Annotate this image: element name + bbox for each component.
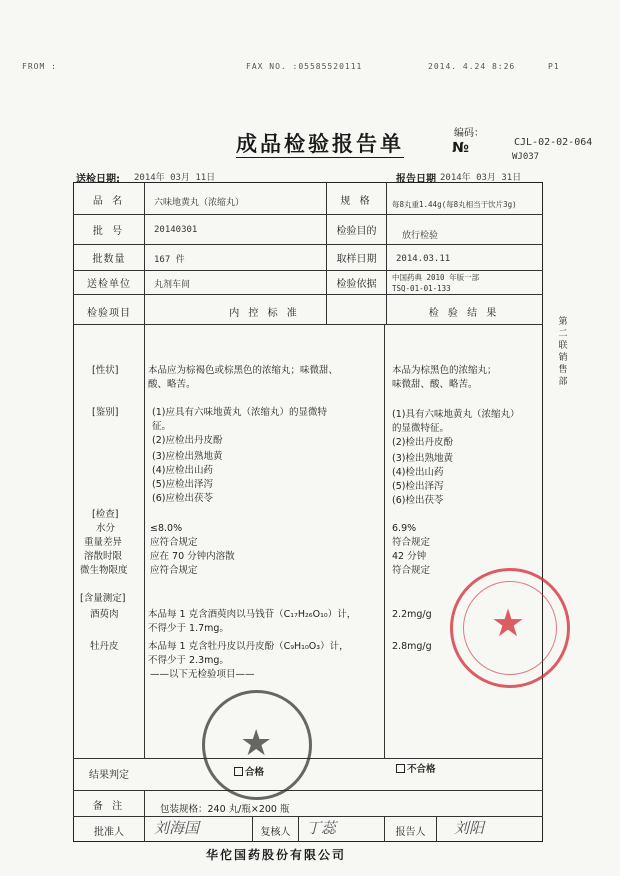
fax-datetime: 2014. 4.24 8:26 [428, 62, 516, 71]
identification-standard-6: (5)应检出泽泻 [152, 479, 213, 490]
check-label: [检查] [92, 509, 119, 520]
check-result-microbial: 符合规定 [392, 565, 431, 576]
col-divider [386, 182, 387, 324]
col-divider [298, 816, 299, 842]
red-seal-stamp [450, 568, 570, 688]
conclusion-fail: 不合格 [396, 763, 436, 777]
remarks-value: 包装规格：240 丸/瓶×200 瓶 [160, 804, 290, 815]
spec-value: 每8丸重1.44g(每8丸相当于饮片3g) [392, 200, 517, 209]
identification-label: [鉴别] [92, 407, 119, 418]
inspect-date-label: 送检日期: [76, 174, 120, 185]
assay-item-2: 牡丹皮 [90, 641, 119, 652]
basis-value-2: TSQ-01-01-133 [392, 284, 451, 293]
basis-value-1: 中国药典 2010 年版一部 [392, 273, 480, 282]
fax-page: P1 [548, 62, 560, 71]
fail-checkbox[interactable] [396, 764, 405, 773]
identification-standard-7: (6)应检出茯苓 [152, 493, 213, 504]
copy-note: 第二联 销售部 [558, 317, 568, 387]
identification-result-3: (2)检出丹皮酚 [392, 437, 453, 448]
reviewer-signature: 丁蕊 [306, 819, 337, 837]
col-divider [144, 790, 145, 842]
check-result-disintegration: 42 分钟 [392, 551, 427, 562]
batch-value: 20140301 [154, 225, 198, 235]
assay-result-1: 2.2mg/g [392, 609, 432, 620]
star-icon: ★ [491, 601, 526, 645]
conclusion-pass: 合格 [234, 766, 264, 780]
spec-label: 规 格 [340, 196, 373, 207]
check-item-water: 水分 [96, 523, 116, 534]
report-date-value: 2014年 03月 31日 [440, 173, 522, 183]
check-item-disintegration: 溶散时限 [84, 551, 123, 562]
inspect-date-value: 2014年 03月 11日 [134, 173, 216, 183]
fax-number: FAX NO. :05585520111 [246, 62, 363, 71]
number-mark: № [452, 140, 469, 156]
sample-date-value: 2014.03.11 [396, 254, 451, 264]
product-label: 品 名 [92, 196, 126, 207]
star-icon: ★ [240, 723, 273, 764]
character-standard-1: 本品应为棕褐色或棕黑色的浓缩丸；味微甜、 [148, 365, 339, 376]
column-result: 检 验 结 果 [428, 308, 500, 319]
remarks-label: 备 注 [92, 801, 126, 812]
quantity-value: 167 件 [154, 255, 185, 265]
number-label: 编码： [454, 128, 484, 139]
identification-standard-5: (4)应检出山药 [152, 465, 213, 476]
report-number: CJL-02-02-064 [514, 137, 593, 148]
column-standard: 内 控 标 准 [229, 308, 300, 319]
assay-standard-2b: 不得少于 2.3mg。 [148, 655, 229, 666]
assay-standard-2a: 本品每 1 克含牡丹皮以丹皮酚（C₉H₁₀O₃）计， [148, 641, 349, 652]
character-label: [性状] [92, 365, 119, 376]
sample-date-label: 取样日期 [336, 254, 377, 265]
check-item-weight: 重量差异 [84, 537, 123, 548]
conclusion-label: 结果判定 [89, 770, 129, 781]
product-value: 六味地黄丸（浓缩丸） [154, 198, 245, 208]
identification-standard-2: 征。 [152, 421, 172, 432]
identification-standard-1: (1)应具有六味地黄丸（浓缩丸）的显微特 [152, 407, 327, 418]
column-item: 检验项目 [87, 308, 131, 319]
fax-from: FROM : [22, 62, 57, 71]
reporter-label: 报告人 [395, 827, 426, 838]
report-sub-number: WJ037 [512, 152, 540, 162]
company-name: 华佗国药股份有限公司 [206, 848, 347, 862]
report-date-label: 报告日期 [396, 174, 436, 185]
col-divider [144, 182, 145, 758]
basis-label: 检验依据 [336, 279, 377, 290]
check-standard-weight: 应符合规定 [150, 537, 198, 548]
assay-label: [含量测定] [80, 593, 126, 604]
check-standard-water: ≤8.0% [150, 523, 183, 534]
check-result-water: 6.9% [392, 523, 417, 534]
identification-result-1: (1)具有六味地黄丸（浓缩丸） [392, 409, 520, 420]
col-divider [384, 324, 385, 758]
assay-item-1: 酒萸肉 [90, 609, 119, 620]
identification-result-5: (4)检出山药 [392, 467, 444, 478]
check-item-microbial: 微生物限度 [80, 565, 128, 576]
check-standard-disintegration: 应在 70 分钟内溶散 [150, 551, 235, 562]
assay-standard-1a: 本品每 1 克含酒萸肉以马钱苷（C₁₇H₂₆O₁₀）计， [148, 609, 357, 620]
identification-result-4: (3)检出熟地黄 [392, 453, 453, 464]
assay-result-2: 2.8mg/g [392, 641, 432, 652]
identification-result-6: (5)检出泽泻 [392, 481, 444, 492]
identification-standard-4: (3)应检出熟地黄 [152, 451, 223, 462]
check-result-weight: 符合规定 [392, 537, 431, 548]
assay-standard-1b: 不得少于 1.7mg。 [148, 623, 229, 634]
approver-signature: 刘海国 [154, 819, 200, 837]
identification-standard-3: (2)应检出丹皮酚 [152, 435, 223, 446]
character-standard-2: 酸、略苦。 [148, 379, 196, 390]
batch-label: 批 号 [92, 226, 126, 237]
identification-result-7: (6)检出茯苓 [392, 495, 444, 506]
unit-value: 丸剂车间 [154, 280, 191, 290]
character-result-1: 本品为棕黑色的浓缩丸； [392, 365, 497, 376]
end-note: ——以下无检验项目—— [150, 669, 255, 680]
purpose-value: 放行检验 [402, 231, 439, 241]
check-standard-microbial: 应符合规定 [150, 565, 198, 576]
approver-label: 批准人 [94, 827, 124, 838]
reviewer-label: 复核人 [260, 827, 291, 838]
unit-label: 送检单位 [87, 279, 131, 290]
identification-result-2: 的显微特征。 [392, 423, 450, 434]
quantity-label: 批数量 [92, 254, 126, 265]
black-seal-stamp [202, 690, 312, 800]
reporter-signature: 刘阳 [454, 819, 485, 837]
character-result-2: 味微甜、酸、略苦。 [392, 379, 478, 390]
col-divider [436, 816, 437, 842]
document-title: 成品检验报告单 [236, 132, 404, 156]
purpose-label: 检验目的 [336, 226, 377, 237]
